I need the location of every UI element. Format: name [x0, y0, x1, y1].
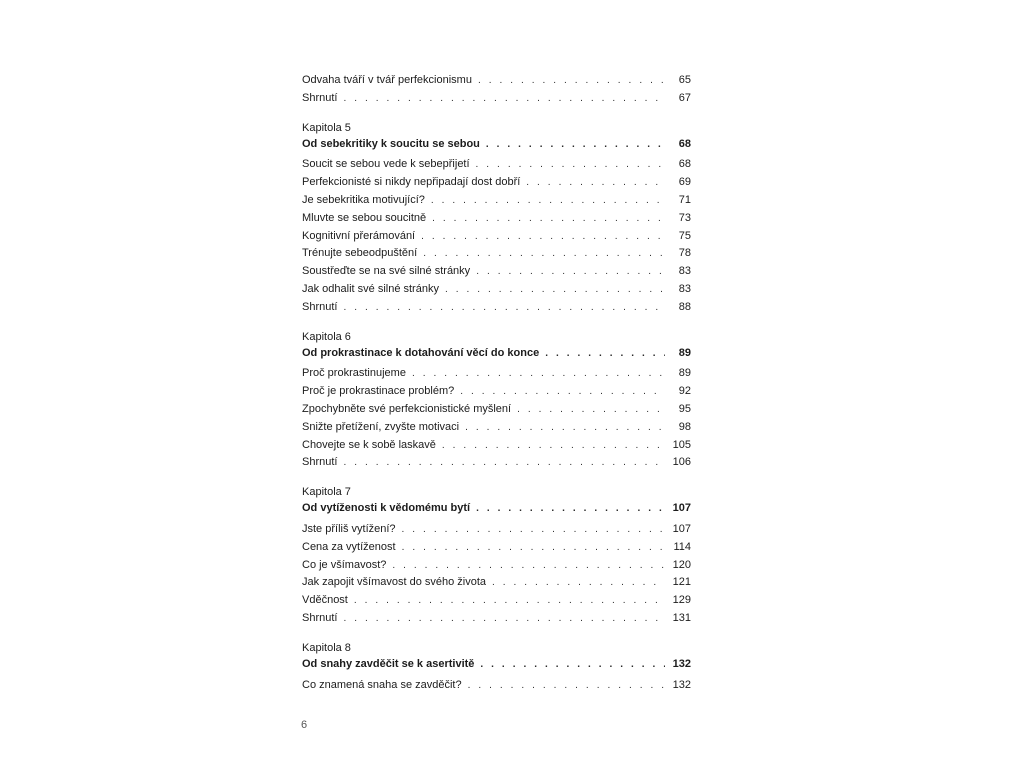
section-gap [302, 628, 691, 639]
toc-entry-title: Vděčnost [302, 594, 348, 607]
section-gap [302, 317, 691, 328]
toc-entry-page: 121 [672, 576, 691, 589]
dot-leader [445, 281, 665, 299]
toc-section-continuation [302, 72, 691, 108]
dot-leader [476, 500, 665, 518]
dot-leader [412, 365, 665, 383]
toc-entry [302, 72, 691, 90]
toc-entry-title: Kognitivní přerámování [302, 229, 416, 242]
toc-entry-page: 83 [678, 265, 691, 278]
toc-entry [302, 299, 691, 317]
chapter-heading-title: Od vytíženosti k vědomému bytí [302, 502, 471, 515]
toc-entry-page: 92 [678, 385, 691, 398]
toc-entry [302, 156, 691, 174]
toc-entry [302, 281, 691, 299]
toc-entry [302, 365, 691, 383]
dot-leader [492, 574, 665, 592]
toc-entry-title: Shrnutí [302, 91, 338, 104]
toc-entry [302, 677, 691, 695]
dot-leader [486, 136, 665, 154]
toc-entry-title: Soustřeďte se na své silné stránky [302, 265, 471, 278]
toc-entry-page: 73 [678, 211, 691, 224]
chapter-heading [302, 656, 691, 674]
chapter-label: Kapitola 8 [302, 641, 351, 654]
toc-entry-title: Proč prokrastinujeme [302, 367, 406, 380]
toc-entry [302, 539, 691, 557]
dot-leader [423, 245, 665, 263]
toc-entry-title: Shrnutí [302, 456, 338, 469]
dot-leader [476, 156, 665, 174]
dot-leader [432, 210, 665, 228]
toc-entry-page: 105 [672, 438, 691, 451]
toc-entry [302, 557, 691, 575]
toc-entry-title: Chovejte se k sobě laskavě [302, 438, 436, 451]
toc-entry [302, 174, 691, 192]
toc-entry-page: 131 [672, 611, 691, 624]
toc-entry-page: 95 [678, 402, 691, 415]
dot-leader [476, 263, 665, 281]
chapter-heading [302, 500, 691, 518]
dot-leader [343, 610, 665, 628]
dot-leader [460, 383, 665, 401]
toc-chapter-7 [302, 483, 691, 628]
toc-entry-page: 89 [678, 367, 691, 380]
dot-leader [465, 419, 665, 437]
toc-entry-title: Proč je prokrastinace problém? [302, 385, 455, 398]
chapter-heading-title: Od sebekritiky k soucitu se sebou [302, 137, 480, 150]
chapter-label: Kapitola 6 [302, 330, 351, 343]
toc-entry [302, 192, 691, 210]
chapter-label: Kapitola 7 [302, 486, 351, 499]
toc-entry [302, 90, 691, 108]
toc-entry-title: Cena za vytíženost [302, 540, 396, 553]
chapter-heading-page: 89 [678, 346, 691, 359]
chapter-heading-page: 132 [672, 657, 691, 670]
toc-entry [302, 245, 691, 263]
chapter-heading-title: Od prokrastinace k dotahování věcí do konce [302, 346, 540, 359]
toc-entry-page: 69 [678, 176, 691, 189]
toc-entry-page: 132 [672, 678, 691, 691]
toc-entry [302, 383, 691, 401]
toc-entry-title: Trénujte sebeodpuštění [302, 247, 418, 260]
toc-entry [302, 574, 691, 592]
toc-entry [302, 437, 691, 455]
page-number: 6 [301, 719, 308, 731]
toc-entry-title: Perfekcionisté si nikdy nepřipadají dost dobří [302, 176, 521, 189]
toc-chapter-5 [302, 119, 691, 317]
chapter-heading-title: Od snahy zavděčit se k asertivitě [302, 657, 475, 670]
dot-leader [392, 557, 665, 575]
toc-entry [302, 419, 691, 437]
toc-entry [302, 454, 691, 472]
toc-entry [302, 401, 691, 419]
chapter-heading-page: 68 [678, 137, 691, 150]
chapter-heading [302, 136, 691, 154]
chapter-heading [302, 345, 691, 363]
toc-entry-title: Co je všímavost? [302, 558, 387, 571]
toc-entry-page: 67 [678, 91, 691, 104]
toc-entry-title: Jak zapojit všímavost do svého života [302, 576, 487, 589]
toc-chapter-8 [302, 639, 691, 695]
toc-entry-title: Shrnutí [302, 300, 338, 313]
section-gap [302, 108, 691, 119]
toc-entry-title: Zpochybněte své perfekcionistické myšlení [302, 402, 512, 415]
dot-leader [354, 592, 665, 610]
toc-chapter-6 [302, 328, 691, 473]
toc-entry-title: Jak odhalit své silné stránky [302, 282, 439, 295]
toc-entry [302, 263, 691, 281]
toc-entry-title: Shrnutí [302, 611, 338, 624]
dot-leader [402, 539, 665, 557]
dot-leader [480, 656, 665, 674]
toc-entry [302, 592, 691, 610]
dot-leader [526, 174, 665, 192]
toc-entry-title: Mluvte se sebou soucitně [302, 211, 427, 224]
toc-entry-title: Snižte přetížení, zvyšte motivaci [302, 420, 460, 433]
toc-entry-page: 71 [678, 193, 691, 206]
toc-entry-title: Soucit se sebou vede k sebepřijetí [302, 158, 470, 171]
dot-leader [343, 90, 665, 108]
toc-entry [302, 521, 691, 539]
toc-entry-page: 88 [678, 300, 691, 313]
chapter-label: Kapitola 5 [302, 121, 351, 134]
dot-leader [431, 192, 665, 210]
dot-leader [343, 299, 665, 317]
table-of-contents [302, 72, 691, 694]
toc-entry [302, 210, 691, 228]
toc-entry-page: 120 [672, 558, 691, 571]
toc-entry [302, 610, 691, 628]
dot-leader [545, 345, 665, 363]
section-gap [302, 472, 691, 483]
toc-entry-title: Je sebekritika motivující? [302, 193, 425, 206]
toc-entry-title: Odvaha tváří v tvář perfekcionismu [302, 74, 472, 86]
toc-entry-page: 106 [672, 456, 691, 469]
chapter-heading-page: 107 [672, 502, 691, 515]
toc-entry-page: 114 [673, 540, 691, 553]
dot-leader [442, 437, 665, 455]
dot-leader [343, 454, 665, 472]
toc-entry-page: 98 [678, 420, 691, 433]
toc-entry-page: 107 [672, 522, 691, 535]
dot-leader [421, 228, 665, 246]
dot-leader [478, 72, 665, 90]
toc-entry-page: 65 [678, 74, 691, 86]
toc-entry-page: 78 [678, 247, 691, 260]
toc-entry [302, 228, 691, 246]
toc-entry-title: Jste příliš vytížení? [302, 522, 396, 535]
toc-entry-title: Co znamená snaha se zavděčit? [302, 678, 462, 691]
dot-leader [468, 677, 665, 695]
toc-entry-page: 129 [672, 594, 691, 607]
toc-entry-page: 75 [678, 229, 691, 242]
dot-leader [517, 401, 665, 419]
toc-entry-page: 68 [678, 158, 691, 171]
toc-entry-page: 83 [678, 282, 691, 295]
dot-leader [402, 521, 665, 539]
